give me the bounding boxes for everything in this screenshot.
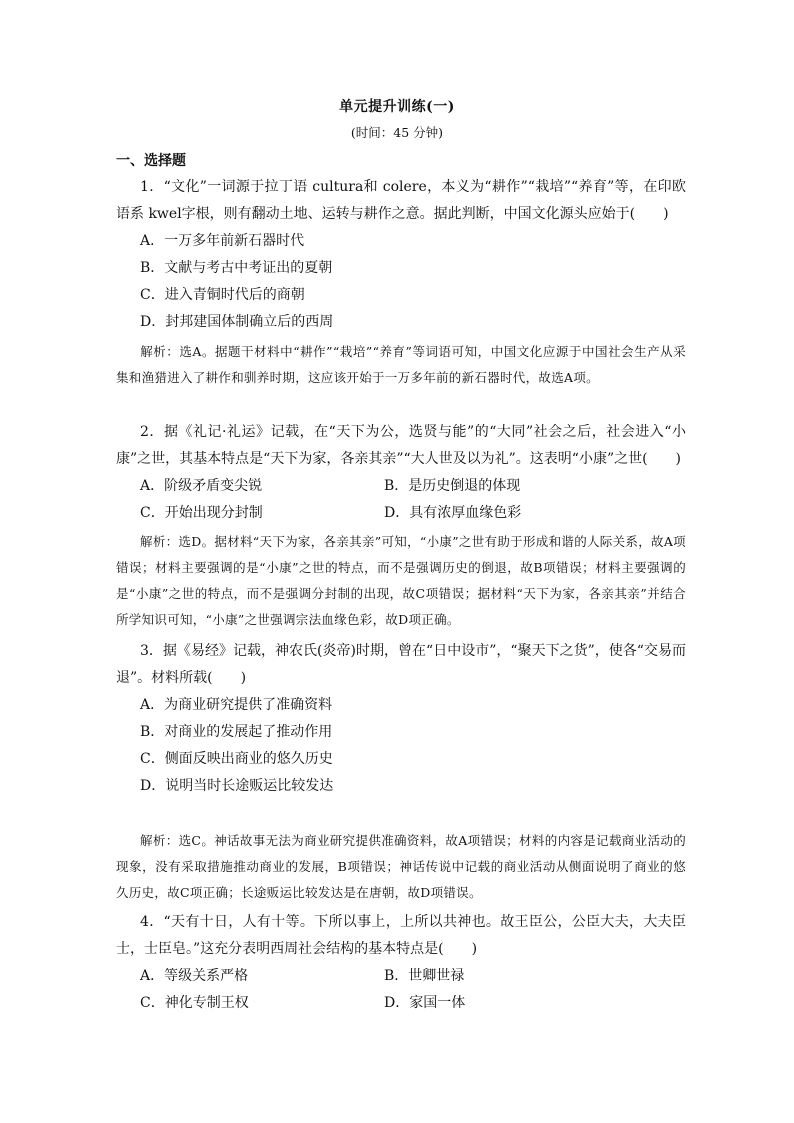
question-1 — [116, 174, 686, 336]
option-c: C．侧面反映出商业的悠久历史 — [140, 751, 333, 767]
option-a: A．等级关系严格 — [140, 968, 249, 984]
option-d: D．说明当时长途贩运比较发达 — [140, 778, 334, 794]
analysis-2: 解析：选D。据材料“天下为家，各亲其亲”可知，“小康”之世有助于形成和谐的人际关系，故A项错误；材料主要强调的是“小康”之世的特点，而不是强调历史的倒退，故B项错误；材料主要强调的是“小康”之世的特点，而不是强调分封制的出现，故C项错误；据材料“天下为家，各亲其亲”并结合所学知识可知，“小康”之世强调宗法血缘色彩，故D项正确。 — [116, 534, 686, 627]
option-row — [140, 473, 686, 500]
option-d: D．家国一体 — [384, 995, 466, 1011]
question-4 — [116, 909, 686, 1017]
analysis-1: 解析：选A。据题干材料中“耕作”“栽培”“养育”等词语可知，中国文化应源于中国社会生产从采集和渔猎进入了耕作和驯养时期，这应该开始于一万多年前的新石器时代，故选A项。 — [116, 344, 686, 385]
question-stem: 2．据《礼记·礼运》记载，在“天下为公，选贤与能”的“大同”社会之后，社会进入“小康”之世，其基本特点是“天下为家，各亲其亲”“大人世及以为礼”。这表明“小康”之世( ) — [116, 424, 686, 467]
option-c: C．神化专制王权 — [140, 995, 249, 1011]
option-c: C．进入青铜时代后的商朝 — [140, 287, 305, 303]
option-b: B．文献与考古中考证出的夏朝 — [140, 260, 333, 276]
section-heading: 一、选择题 — [116, 153, 186, 169]
analysis-3: 解析：选C。神话故事无法为商业研究提供准确资料，故A项错误；材料的内容是记载商业活动的现象，没有采取措施推动商业的发展，B项错误；神话传说中记载的商业活动从侧面说明了商业的悠久历史，故C项正确；长途贩运比较发达是在唐朝，故D项错误。 — [116, 833, 686, 900]
question-stem: 1．“文化”一词源于拉丁语 cultura和 colere，本义为“耕作”“栽培”“养育”等，在印欧语系 kwel字根，则有翻动土地、运转与耕作之意。据此判断，中国文化源头应始于( ) — [116, 179, 686, 222]
option-b: B．是历史倒退的体现 — [384, 478, 521, 494]
question-3 — [116, 638, 686, 800]
option-row — [140, 963, 686, 990]
option-a: A．阶级矛盾变尖锐 — [140, 478, 263, 494]
question-stem: 3．据《易经》记载，神农氏(炎帝)时期，曾在“日中设市”，“聚天下之货”，使各“交易而退”。材料所载( ) — [116, 643, 686, 686]
question-2 — [116, 419, 686, 527]
option-d: D．封邦建国体制确立后的西周 — [140, 314, 334, 330]
page-title: 单元提升训练(一) — [339, 99, 455, 115]
option-d: D．具有浓厚血缘色彩 — [384, 505, 522, 521]
option-b: B．对商业的发展起了推动作用 — [140, 724, 333, 740]
option-row — [140, 500, 686, 527]
option-a: A．为商业研究提供了准确资料 — [140, 697, 333, 713]
option-c: C．开始出现分封制 — [140, 505, 263, 521]
option-b: B．世卿世禄 — [384, 968, 465, 984]
question-stem: 4．“天有十日，人有十等。下所以事上，上所以共神也。故王臣公，公臣大夫，大夫臣士，士臣皂。”这充分表明西周社会结构的基本特点是( ) — [116, 914, 686, 957]
option-row — [140, 990, 686, 1017]
option-a: A．一万多年前新石器时代 — [140, 233, 305, 249]
time-limit: (时间：45 分钟) — [350, 125, 444, 140]
